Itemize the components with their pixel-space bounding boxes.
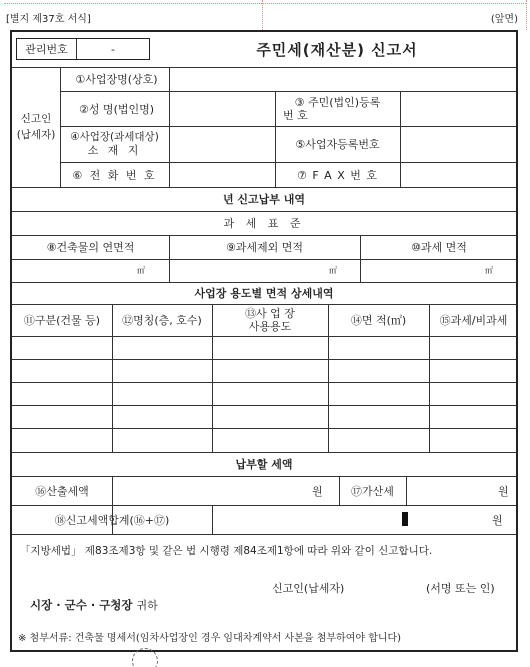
resident-no-label <box>275 91 400 126</box>
biz-address-label <box>60 126 169 162</box>
right-guide-line <box>526 0 527 30</box>
col-area-header: ⑭면 적(㎡) <box>350 314 407 327</box>
payment-section-title: 납부할 세액 <box>235 458 293 471</box>
tax-return-form <box>10 30 518 652</box>
biz-address-label-line2: 소 재 지 <box>87 144 142 157</box>
recipient-suffix: 귀하 <box>136 599 158 612</box>
taxable-area-label: ⑩과세 면적 <box>411 241 467 254</box>
name-label: ②성 명(법인명) <box>78 102 155 116</box>
center-guide-line <box>262 0 263 30</box>
recipient <box>30 596 158 614</box>
taxable-area-unit: ㎡ <box>485 266 493 275</box>
declaration-statement: 「지방세법」 제83조제3항 및 같은 법 시행령 제84조제1항에 따라 위와 같이 신고합니다. <box>20 544 433 557</box>
tax-section-title: 년 신고납부 내역 <box>222 193 306 206</box>
tax-base-label: 과 세 표 준 <box>223 217 305 230</box>
applicant-signature-label: 신고인(납세자) <box>272 582 345 595</box>
resident-no-label-line1: ③ 주민(법인)등록 <box>294 95 381 109</box>
applicant-label-line2: (납세자) <box>16 129 56 141</box>
applicant-label <box>12 67 60 187</box>
top-guide-line <box>4 3 526 4</box>
calc-tax-won: 원 <box>312 484 323 498</box>
table-row <box>12 359 516 360</box>
biz-address-label-line1: ④사업장(과세대상) <box>70 131 159 143</box>
page-side: (앞면) <box>490 14 518 25</box>
management-number-value[interactable]: - <box>111 42 115 56</box>
table-row <box>12 382 516 383</box>
attachment-note: ※ 첨부서류: 건축물 명세서(임차사업장인 경우 임대차계약서 사본을 첨부하여야 합니다) <box>18 632 402 644</box>
excluded-area-unit: ㎡ <box>329 266 337 275</box>
stamp-placeholder <box>132 648 158 667</box>
table-row <box>12 428 516 429</box>
add-tax-label: ⑰가산세 <box>351 484 394 498</box>
table-row <box>12 405 516 406</box>
add-tax-won: 원 <box>498 484 509 498</box>
black-marker <box>402 512 408 526</box>
phone-label: ⑥ 전 화 번 호 <box>72 168 157 182</box>
total-tax-label: ⑱신고세액합계(⑯+⑰) <box>54 513 170 527</box>
fax-label: ⑦ F A X 번 호 <box>297 168 378 182</box>
building-area-unit: ㎡ <box>137 266 145 275</box>
biz-name-label: ①사업장명(상호) <box>75 73 158 86</box>
signature-note: (서명 또는 인) <box>426 582 495 595</box>
biz-reg-no-label: ⑤사업자등록번호 <box>295 138 380 151</box>
management-number-box <box>16 38 150 60</box>
col-taxable-header: ⑮과세/비과세 <box>439 314 508 327</box>
excluded-area-label: ⑨과세제외 면적 <box>225 241 304 254</box>
resident-no-label-line2: 번 호 <box>283 108 308 122</box>
applicant-label-line1: 신고인 <box>20 113 52 125</box>
form-title: 주민세(재산분) 신고서 <box>256 41 418 59</box>
col-type-header: ⑪구분(건물 등) <box>23 314 101 327</box>
col-use-header-line2: 사용용도 <box>248 320 292 333</box>
col-use-header-line1: ⑬사 업 장 <box>245 307 295 320</box>
total-tax-won: 원 <box>492 513 503 527</box>
col-use-header <box>212 304 328 336</box>
recipient-title: 시장 · 군수 · 구청장 <box>30 598 133 612</box>
form-number: [별지 제37호 서식] <box>6 14 91 25</box>
detail-section-title: 사업장 용도별 면적 상세내역 <box>194 287 334 300</box>
col-name-header: ⑫명칭(층, 호수) <box>122 314 202 327</box>
calc-tax-label: ⑯산출세액 <box>35 484 89 498</box>
building-area-label: ⑧건축물의 연면적 <box>46 241 135 254</box>
management-number-label: 관리번호 <box>17 39 77 59</box>
